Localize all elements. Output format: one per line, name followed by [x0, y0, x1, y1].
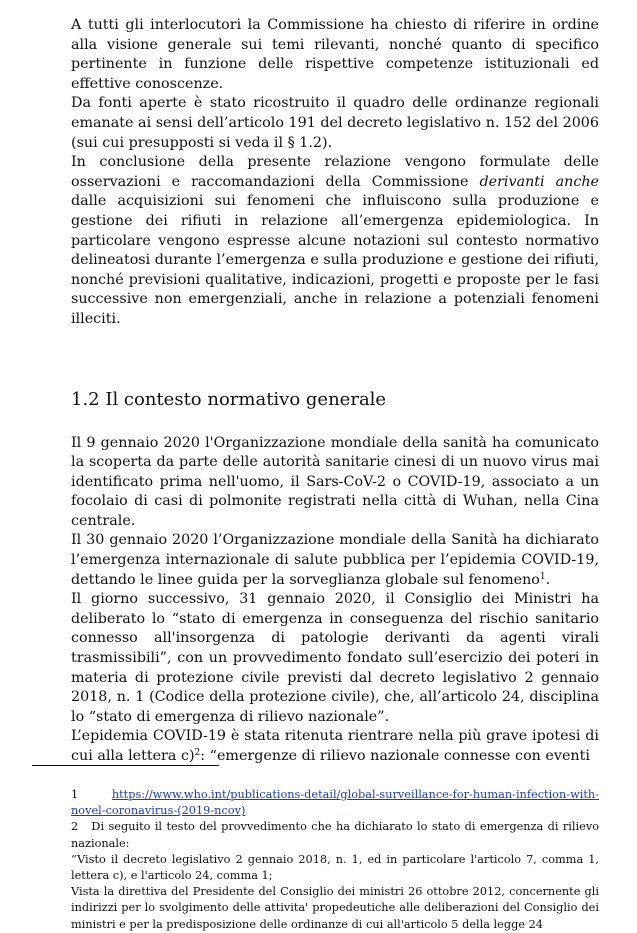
footnote-1	[71, 787, 599, 819]
footnotes	[71, 787, 599, 933]
paragraph-epidemia-end: : “emergenze di rilievo nazionale connesse con eventi	[200, 748, 590, 764]
footnote-ref-2[interactable]: 2	[194, 748, 201, 758]
document-body	[71, 16, 599, 767]
paragraph-epidemia	[71, 727, 599, 766]
paragraph-interlocutori: A tutti gli interlocutori la Commissione ha chiesto di riferire in ordine alla visione generale sui temi rilevanti, nonché quanto di specifico pertinente in funzione delle rispettive competenze istituzionali ed effettive conoscenze.	[71, 17, 599, 92]
paragraph-9-gennaio: Il 9 gennaio 2020 l'Organizzazione mondiale della sanità ha comunicato la scoperta da parte delle autorità sanitarie cinesi di un nuovo virus mai identificato prima nell'uomo, il Sars-CoV-2 o COVID-19, associato a un focolaio di casi di polmonite registrati nella città di Wuhan, nella Cina centrale.	[71, 434, 599, 529]
footnote-2-vista: Vista la direttiva del Presidente del Consiglio dei ministri 26 ottobre 2012, concernente gli indirizzi per lo svolgimento delle attivita' propedeutiche alle deliberazioni del Consiglio dei ministri e per la predisposizione delle ordinanze di cui all'articolo 5 della legge 24	[71, 885, 599, 931]
footnote-2	[71, 819, 599, 851]
footnote-2-intro: Di seguito il testo del provvedimento che ha dichiarato lo stato di emergenza di rilievo nazionale:	[71, 820, 600, 850]
footnote-ref-1[interactable]: 1	[539, 571, 546, 582]
footnote-2-quote: “Visto il decreto legislativo 2 gennaio 2018, n. 1, ed in particolare l'articolo 7, comma 1, lettera c), e l'articolo 24, comma 1;	[71, 852, 599, 883]
footnote-1-link[interactable]: https://www.who.int/publications-detail/global-surveillance-for-human-infection-with-novel-coronavirus-(2019-ncov)	[71, 788, 599, 818]
paragraph-31-gennaio: Il giorno successivo, 31 gennaio 2020, il Consiglio dei Ministri ha deliberato lo “stato di emergenza in conseguenza del rischio sanitario connesso all'insorgenza di patologie derivanti da agenti virali trasmissibili”, con un provvedimento fondato sull’esercizio dei poteri in materia di protezione civile previsti dal decreto legislativo 2 gennaio 2018, n. 1 (Codice della protezione civile), che, all’articolo 24, disciplina lo “stato di emergenza di rilievo nazionale”.	[71, 591, 599, 725]
paragraph-conclusione-start: In conclusione della presente relazione vengono formulate delle osservazioni e raccomandazioni della Commissione	[71, 154, 599, 190]
paragraph-conclusione	[71, 153, 599, 329]
paragraph-30-gennaio-text: Il 30 gennaio 2020 l’Organizzazione mondiale della Sanità ha dichiarato l’emergenza internazionale di salute pubblica per l’epidemia COVID-19, dettando le linee guida per la sorveglianza globale sul fenomeno	[71, 532, 599, 588]
footnote-separator	[32, 765, 219, 766]
section-heading: 1.2 Il contesto normativo generale	[71, 388, 387, 410]
paragraph-conclusione-end: dalle acquisizioni sui fenomeni che influiscono sulla produzione e gestione dei rifiuti in relazione all’emergenza epidemiologica. In particolare vengono espresse alcune notazioni sul contesto normativo delineatosi durante l’emergenza e sulla produzione e gestione dei rifiuti, nonché previsioni qualitative, indicazioni, progetti e proposte per le fasi successive non emergenziali, anche in relazione a potenziali fenomeni illeciti.	[71, 193, 599, 327]
footnote-1-number: 1	[71, 788, 79, 801]
footnote-2-number: 2	[71, 820, 79, 834]
paragraph-conclusione-emphasis: derivanti anche	[479, 173, 599, 190]
paragraph-fonti-aperte: Da fonti aperte è stato ricostruito il quadro delle ordinanze regionali emanate ai sensi dell’articolo 191 del decreto legislativo n. 152 del 2006 (sui cui presupposti si veda il § 1.2).	[71, 95, 599, 151]
paragraph-30-gennaio-period: .	[545, 571, 551, 588]
paragraph-epidemia-start: L’epidemia COVID-19 è stata ritenuta rientrare nella più grave ipotesi di cui alla lettera c)	[71, 728, 599, 764]
paragraph-30-gennaio	[71, 531, 599, 590]
